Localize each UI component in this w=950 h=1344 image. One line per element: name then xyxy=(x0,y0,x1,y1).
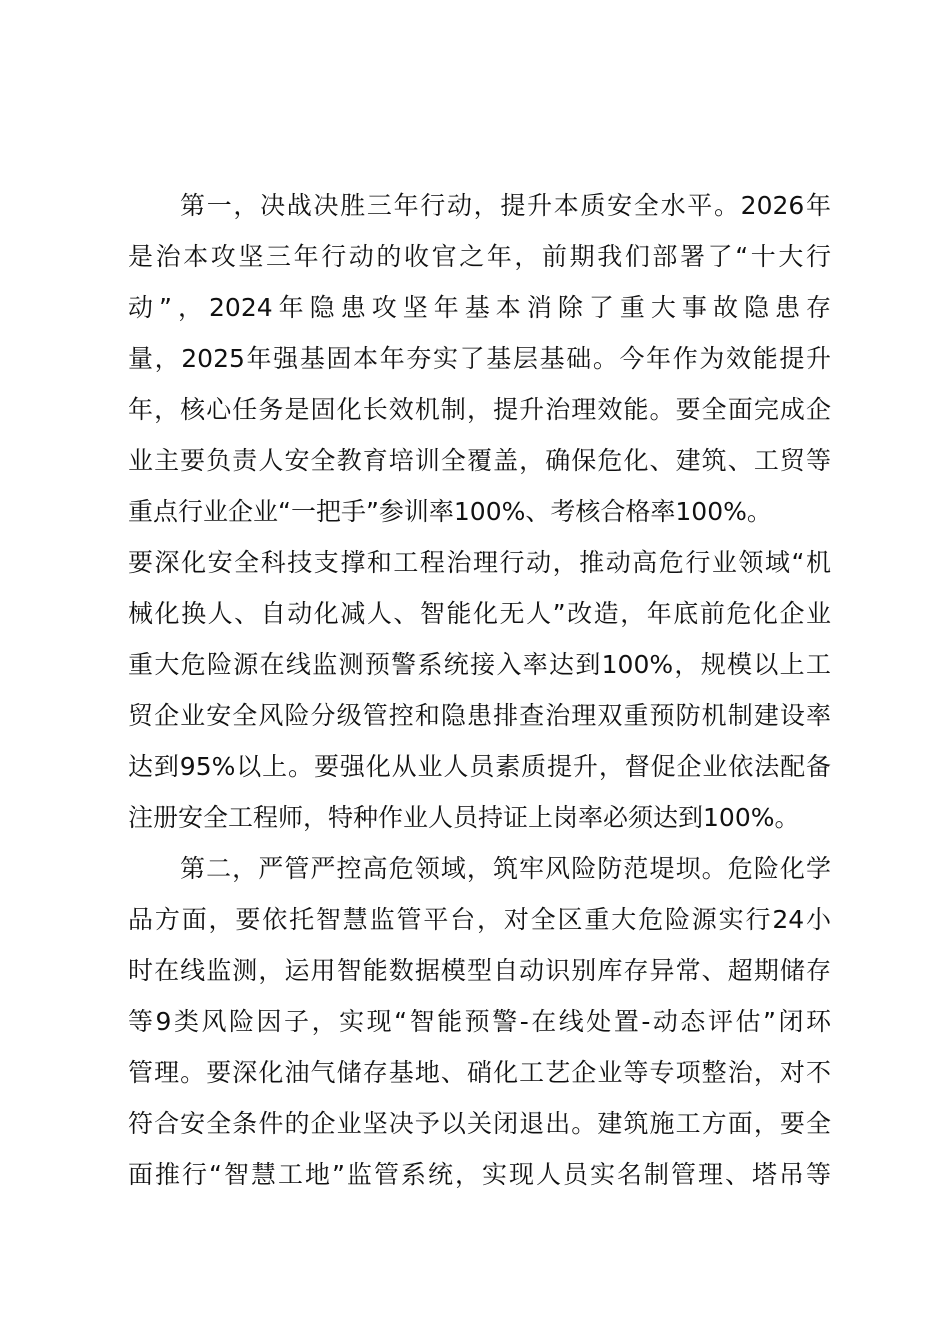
text-line: 达到95%以上。要强化从业人员素质提升，督促企业依法配备 xyxy=(128,752,831,781)
text-line: 械化换人、自动化减人、智能化无人”改造，年底前危化企业 xyxy=(128,599,831,628)
text-line: 是治本攻坚三年行动的收官之年，前期我们部署了“十大行 xyxy=(128,242,831,271)
text-line: 贸企业安全风险分级管控和隐患排查治理双重预防机制建设率 xyxy=(128,701,831,730)
text-line: 面推行“智慧工地”监管系统，实现人员实名制管理、塔吊等 xyxy=(128,1160,831,1189)
text-line: 年，核心任务是固化长效机制，提升治理效能。要全面完成企 xyxy=(128,395,831,424)
text-line: 第一，决战决胜三年行动，提升本质安全水平。2026年 xyxy=(180,191,831,220)
paragraph-1 xyxy=(128,180,831,843)
text-line: 要深化安全科技支撑和工程治理行动，推动高危行业领域“机 xyxy=(128,548,831,577)
text-line: 业主要负责人安全教育培训全覆盖，确保危化、建筑、工贸等 xyxy=(128,446,831,475)
document-page xyxy=(128,180,831,1200)
text-line: 动”，2024年隐患攻坚年基本消除了重大事故隐患存 xyxy=(128,293,831,322)
paragraph-2 xyxy=(128,843,831,1200)
text-line: 重点行业企业“一把手”参训率100%、考核合格率100%。 xyxy=(128,497,772,526)
text-line: 时在线监测，运用智能数据模型自动识别库存异常、超期储存 xyxy=(128,956,831,985)
text-line: 第二，严管严控高危领域，筑牢风险防范堤坝。危险化学 xyxy=(180,854,831,883)
text-line: 等9类风险因子，实现“智能预警-在线处置-动态评估”闭环 xyxy=(128,1007,831,1036)
text-line: 注册安全工程师，特种作业人员持证上岗率必须达到100%。 xyxy=(128,803,800,832)
text-line: 符合安全条件的企业坚决予以关闭退出。建筑施工方面，要全 xyxy=(128,1109,831,1138)
text-line: 重大危险源在线监测预警系统接入率达到100%，规模以上工 xyxy=(128,650,831,679)
text-line: 品方面，要依托智慧监管平台，对全区重大危险源实行24小 xyxy=(128,905,831,934)
text-line: 管理。要深化油气储存基地、硝化工艺企业等专项整治，对不 xyxy=(128,1058,831,1087)
text-line: 量，2025年强基固本年夯实了基层基础。今年作为效能提升 xyxy=(128,344,831,373)
